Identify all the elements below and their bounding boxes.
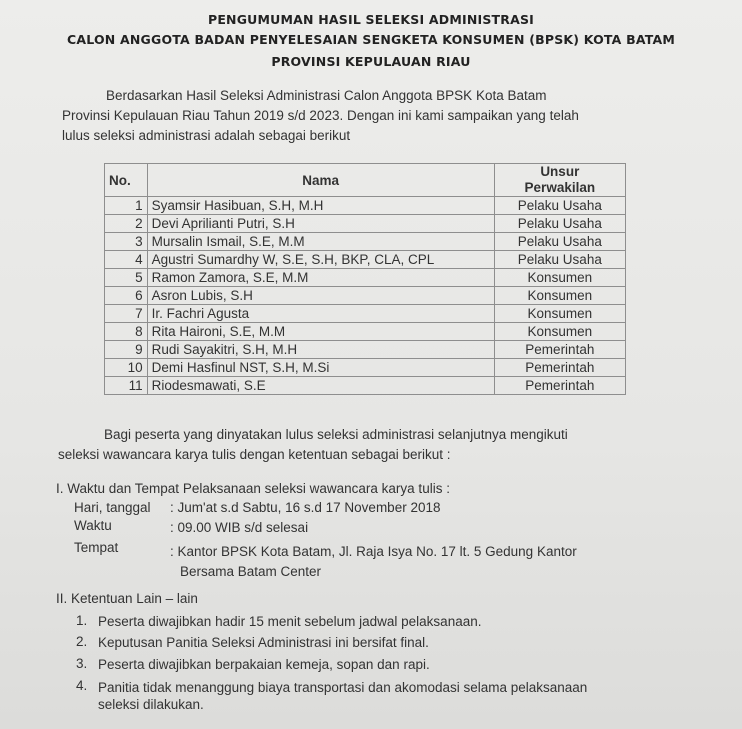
- table-row: [105, 377, 626, 395]
- rule-4-num: 4.: [76, 678, 88, 693]
- table-row: [105, 197, 626, 215]
- cell-no: 9: [105, 341, 148, 359]
- intro-paragraph: [62, 86, 674, 146]
- cell-unsur: Konsumen: [494, 305, 625, 323]
- cell-no: 5: [105, 269, 148, 287]
- section-2-title: II. Ketentuan Lain – lain: [56, 591, 198, 606]
- cell-unsur: Pelaku Usaha: [494, 197, 625, 215]
- cell-no: 11: [105, 377, 148, 395]
- intro-line-2: Provinsi Kepulauan Riau Tahun 2019 s/d 2023. Dengan ini kami sampaikan yang telah: [62, 108, 579, 123]
- followup-line-2: seleksi wawancara karya tulis dengan ketentuan sebagai berikut :: [58, 447, 451, 462]
- followup-paragraph: [58, 425, 658, 465]
- table-row: [105, 323, 626, 341]
- table-row: [105, 305, 626, 323]
- cell-no: 3: [105, 233, 148, 251]
- results-table: [104, 163, 626, 395]
- cell-name: Riodesmawati, S.E: [147, 377, 494, 395]
- time-value: : 09.00 WIB s/d selesai: [170, 520, 309, 535]
- rule-3-num: 3.: [76, 656, 88, 671]
- rule-4-text-line-2: seleksi dilakukan.: [98, 697, 204, 712]
- header-unsur: [494, 164, 625, 197]
- rule-3-text: Peserta diwajibkan berpakaian kemeja, sopan dan rapi.: [98, 657, 430, 672]
- header-unsur-line2: Perwakilan: [524, 180, 596, 195]
- section-1-title: I. Waktu dan Tempat Pelaksanaan seleksi wawancara karya tulis :: [56, 481, 450, 496]
- cell-name: Mursalin Ismail, S.E, M.M: [147, 233, 494, 251]
- cell-unsur: Pemerintah: [494, 377, 625, 395]
- table-row: [105, 269, 626, 287]
- heading-line-3: PROVINSI KEPULAUAN RIAU: [271, 54, 471, 69]
- place-value-line-2: Bersama Batam Center: [180, 564, 322, 579]
- table-row: [105, 233, 626, 251]
- header-name: Nama: [147, 164, 494, 197]
- cell-unsur: Pemerintah: [494, 341, 625, 359]
- place-value-line-1: : Kantor BPSK Kota Batam, Jl. Raja Isya No. 17 lt. 5 Gedung Kantor: [170, 544, 577, 559]
- cell-unsur: Pelaku Usaha: [494, 251, 625, 269]
- cell-name: Devi Aprilianti Putri, S.H: [147, 215, 494, 233]
- rule-1-num: 1.: [76, 613, 88, 628]
- cell-no: 10: [105, 359, 148, 377]
- rule-4-text: Panitia tidak menanggung biaya transportasi dan akomodasi selama pelaksanaan: [98, 680, 588, 695]
- heading-line-1: PENGUMUMAN HASIL SELEKSI ADMINISTRASI: [207, 12, 535, 27]
- date-label: Hari, tanggal: [74, 500, 151, 515]
- cell-name: Ramon Zamora, S.E, M.M: [147, 269, 494, 287]
- followup-line-1: Bagi peserta yang dinyatakan lulus seleksi administrasi selanjutnya mengikuti: [104, 427, 568, 442]
- cell-unsur: Pelaku Usaha: [494, 215, 625, 233]
- table-row: [105, 251, 626, 269]
- cell-name: Syamsir Hasibuan, S.H, M.H: [147, 197, 494, 215]
- cell-name: Asron Lubis, S.H: [147, 287, 494, 305]
- rule-1-text: Peserta diwajibkan hadir 15 menit sebelum jadwal pelaksanaan.: [98, 614, 482, 629]
- cell-name: Ir. Fachri Agusta: [147, 305, 494, 323]
- time-label: Waktu: [74, 518, 112, 533]
- cell-unsur: Konsumen: [494, 323, 625, 341]
- table-row: [105, 287, 626, 305]
- rule-2-num: 2.: [76, 634, 88, 649]
- cell-name: Agustri Sumardhy W, S.E, S.H, BKP, CLA, CPL: [147, 251, 494, 269]
- rule-2-text: Keputusan Panitia Seleksi Administrasi ini bersifat final.: [98, 635, 429, 650]
- header-no: No.: [105, 164, 148, 197]
- table-header-row: [105, 164, 626, 197]
- cell-name: Rita Haironi, S.E, M.M: [147, 323, 494, 341]
- cell-name: Rudi Sayakitri, S.H, M.H: [147, 341, 494, 359]
- cell-no: 1: [105, 197, 148, 215]
- cell-no: 4: [105, 251, 148, 269]
- cell-name: Demi Hasfinul NST, S.H, M.Si: [147, 359, 494, 377]
- cell-unsur: Pelaku Usaha: [494, 233, 625, 251]
- place-label: Tempat: [74, 540, 119, 555]
- cell-unsur: Pemerintah: [494, 359, 625, 377]
- cell-unsur: Konsumen: [494, 269, 625, 287]
- cell-no: 2: [105, 215, 148, 233]
- intro-line-3: lulus seleksi administrasi adalah sebagai berikut: [62, 128, 351, 143]
- cell-no: 7: [105, 305, 148, 323]
- table-row: [105, 359, 626, 377]
- date-value: : Jum'at s.d Sabtu, 16 s.d 17 November 2018: [170, 500, 441, 515]
- intro-line-1: Berdasarkan Hasil Seleksi Administrasi Calon Anggota BPSK Kota Batam: [106, 88, 547, 103]
- heading-line-2: CALON ANGGOTA BADAN PENYELESAIAN SENGKETA KONSUMEN (BPSK) KOTA BATAM: [66, 32, 676, 47]
- cell-no: 8: [105, 323, 148, 341]
- table-row: [105, 215, 626, 233]
- table-row: [105, 341, 626, 359]
- cell-unsur: Konsumen: [494, 287, 625, 305]
- cell-no: 6: [105, 287, 148, 305]
- header-unsur-line1: Unsur: [540, 164, 580, 179]
